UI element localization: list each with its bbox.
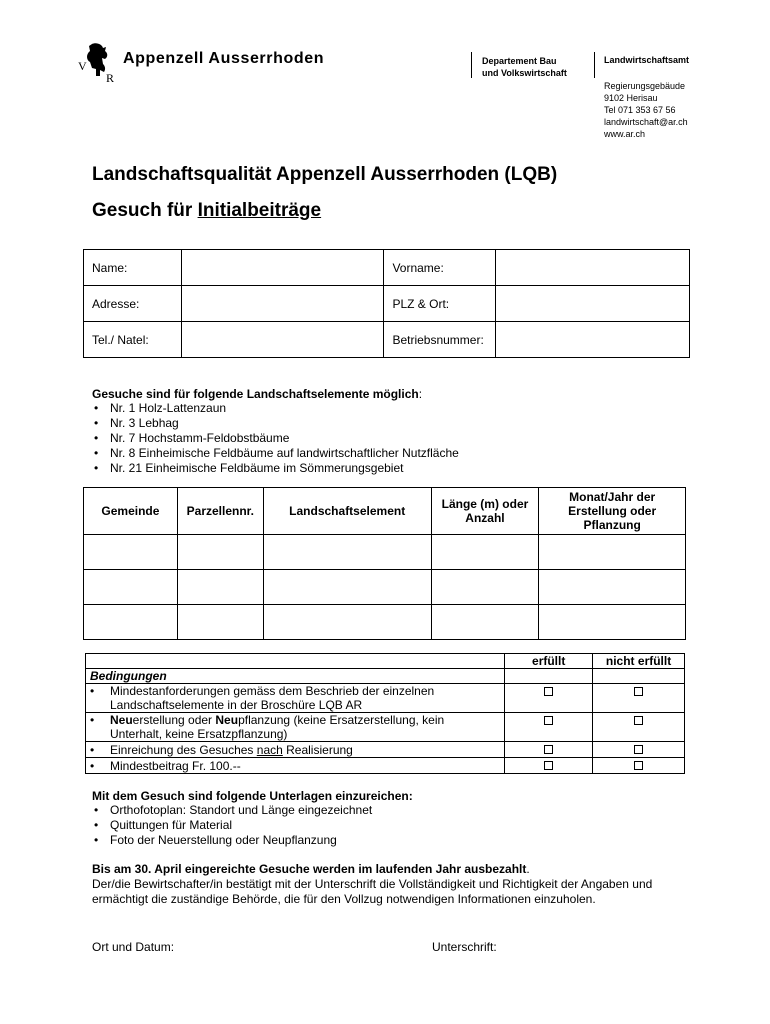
checkbox-cell [505, 742, 593, 758]
deadline-dot: . [526, 862, 530, 876]
applicant-table [83, 249, 690, 358]
bold-neu: Neu [215, 713, 239, 727]
condition-text [86, 742, 505, 758]
checkbox-nicht-erfuellt[interactable] [634, 745, 643, 754]
cell-landschaftselement[interactable] [263, 605, 431, 640]
address-city: 9102 Herisau [604, 93, 658, 103]
list-item: • Nr. 21 Einheimische Feldbäume im Sömmerungsgebiet [92, 461, 692, 476]
condition-line: Mindestbeitrag Fr. 100.-- [110, 758, 241, 773]
confirmation-line1: Der/die Bewirtschafter/in bestätigt mit der Unterschrift die Vollständigkeit und Richtigkeit der Angaben und [92, 877, 653, 891]
cell-gemeinde[interactable] [84, 535, 178, 570]
bear-icon [78, 42, 118, 84]
checkbox-cell [505, 713, 593, 742]
checkbox-cell [593, 758, 685, 774]
condition-row [86, 684, 685, 713]
parcel-table [83, 487, 686, 640]
condition-part: Einreichung des Gesuches [110, 742, 257, 757]
page-title: Landschaftsqualität Appenzell Ausserrhoden (LQB) [92, 164, 558, 185]
office-name: Landwirtschaftsamt [604, 55, 690, 65]
documents-list [92, 803, 692, 848]
header-laenge: Länge (m) oder Anzahl [431, 488, 539, 535]
field-betriebsnummer[interactable] [496, 322, 690, 358]
cell-parzellennr[interactable] [177, 570, 263, 605]
list-item: • Quittungen für Material [92, 818, 692, 833]
conditions-header-empty [86, 654, 505, 669]
cell-parzellennr[interactable] [177, 605, 263, 640]
field-tel[interactable] [181, 322, 384, 358]
condition-part: pflanzung (keine Ersatzerstellung, kein [238, 713, 445, 727]
cell-laenge[interactable] [431, 605, 539, 640]
cell-monat-jahr[interactable] [539, 535, 686, 570]
department [482, 55, 567, 79]
svg-text:V: V [78, 59, 87, 73]
list-item: • Foto der Neuerstellung oder Neupflanzung [92, 833, 692, 848]
field-vorname[interactable] [496, 250, 690, 286]
field-name[interactable] [181, 250, 384, 286]
table-row [84, 535, 686, 570]
label-tel: Tel./ Natel: [84, 322, 182, 358]
brand-name: Appenzell Ausserrhoden [123, 50, 325, 67]
elements-list [92, 401, 692, 476]
label-betriebsnummer: Betriebsnummer: [384, 322, 496, 358]
subtitle-prefix: Gesuch für [92, 200, 198, 221]
confirmation-line2: ermächtigt die zuständige Behörde, die für den Vollzug notwendigen Informationen einzuholen. [92, 892, 596, 906]
checkbox-cell [593, 713, 685, 742]
field-adresse[interactable] [181, 286, 384, 322]
checkbox-cell [593, 742, 685, 758]
condition-line: Landschaftselemente in der Broschüre LQB AR [110, 698, 363, 712]
checkbox-nicht-erfuellt[interactable] [634, 716, 643, 725]
condition-row [86, 713, 685, 742]
condition-text [86, 758, 505, 774]
checkbox-cell [505, 758, 593, 774]
bullet: • [90, 713, 95, 727]
deadline-bold: Bis am 30. April eingereichte Gesuche werden im laufenden Jahr ausbezahlt [92, 862, 527, 876]
checkbox-nicht-erfuellt[interactable] [634, 687, 643, 696]
conditions-table [85, 653, 685, 774]
bullet: • [90, 742, 95, 757]
table-row [84, 570, 686, 605]
cell-laenge[interactable] [431, 535, 539, 570]
bold-neu: Neu [110, 713, 133, 727]
address-phone: Tel 071 353 67 56 [604, 105, 676, 115]
label-name: Name: [84, 250, 182, 286]
cell-landschaftselement[interactable] [263, 535, 431, 570]
elements-heading-colon: : [418, 387, 423, 401]
conditions-heading: Bedingungen [86, 669, 505, 684]
header-erfuellt: erfüllt [505, 654, 593, 669]
checkbox-cell [505, 684, 593, 713]
cell-gemeinde[interactable] [84, 570, 178, 605]
label-vorname: Vorname: [384, 250, 496, 286]
condition-text [86, 713, 505, 742]
condition-row [86, 742, 685, 758]
checkbox-erfuellt[interactable] [544, 716, 553, 725]
header-divider [471, 52, 472, 78]
condition-line: Unterhalt, keine Ersatzpflanzung) [110, 727, 288, 741]
checkbox-erfuellt[interactable] [544, 687, 553, 696]
department-line2: und Volkswirtschaft [482, 68, 567, 78]
coat-of-arms-logo [78, 42, 118, 84]
header-landschaftselement: Landschaftselement [263, 488, 431, 535]
condition-row [86, 758, 685, 774]
condition-text [86, 684, 505, 713]
cell-parzellennr[interactable] [177, 535, 263, 570]
deadline-note [92, 862, 712, 877]
header-parzellennr: Parzellennr. [177, 488, 263, 535]
elements-heading-text: Gesuche sind für folgende Landschaftselemente möglich [92, 387, 419, 401]
cell-landschaftselement[interactable] [263, 570, 431, 605]
elements-heading [92, 387, 692, 401]
underlined-nach: nach [256, 742, 283, 757]
place-date-label: Ort und Datum: [92, 940, 175, 954]
list-item: • Orthofotoplan: Standort und Länge eingezeichnet [92, 803, 692, 818]
svg-text:R: R [106, 71, 115, 84]
office-address [604, 80, 688, 140]
field-plz-ort[interactable] [496, 286, 690, 322]
bullet: • [90, 758, 95, 773]
condition-part: erstellung oder [132, 713, 216, 727]
list-item: • Nr. 8 Einheimische Feldbäume auf landwirtschaftlicher Nutzfläche [92, 446, 692, 461]
documents-section [92, 789, 692, 848]
header-monat-jahr: Monat/Jahr der Erstellung oder Pflanzung [539, 488, 686, 535]
address-web: www.ar.ch [604, 129, 646, 139]
documents-heading: Mit dem Gesuch sind folgende Unterlagen einzureichen: [92, 789, 413, 803]
list-item: • Nr. 1 Holz-Lattenzaun [92, 401, 692, 416]
empty-cell [505, 669, 593, 684]
footer-text [92, 862, 712, 907]
elements-section [92, 387, 692, 476]
list-item: • Nr. 7 Hochstamm-Feldobstbäume [92, 431, 692, 446]
address-email: landwirtschaft@ar.ch [604, 117, 688, 127]
label-plz-ort: PLZ & Ort: [384, 286, 496, 322]
department-line1: Departement Bau [482, 56, 557, 66]
header-gemeinde: Gemeinde [84, 488, 178, 535]
list-item: • Nr. 3 Lebhag [92, 416, 692, 431]
checkbox-erfuellt[interactable] [544, 745, 553, 754]
checkbox-nicht-erfuellt[interactable] [634, 761, 643, 770]
address-building: Regierungsgebäude [604, 81, 686, 91]
subtitle-underlined: Initialbeiträge [197, 200, 322, 221]
signature-label: Unterschrift: [432, 940, 497, 954]
header-nicht-erfuellt: nicht erfüllt [593, 654, 685, 669]
condition-part: Realisierung [282, 742, 353, 757]
cell-gemeinde[interactable] [84, 605, 178, 640]
empty-cell [593, 669, 685, 684]
table-row [84, 605, 686, 640]
header-divider [594, 52, 595, 78]
cell-monat-jahr[interactable] [539, 570, 686, 605]
checkbox-erfuellt[interactable] [544, 761, 553, 770]
label-adresse: Adresse: [84, 286, 182, 322]
cell-monat-jahr[interactable] [539, 605, 686, 640]
condition-line: Mindestanforderungen gemäss dem Beschrieb der einzelnen [110, 684, 435, 698]
checkbox-cell [593, 684, 685, 713]
bullet: • [90, 684, 95, 698]
page-subtitle [92, 200, 321, 222]
cell-laenge[interactable] [431, 570, 539, 605]
